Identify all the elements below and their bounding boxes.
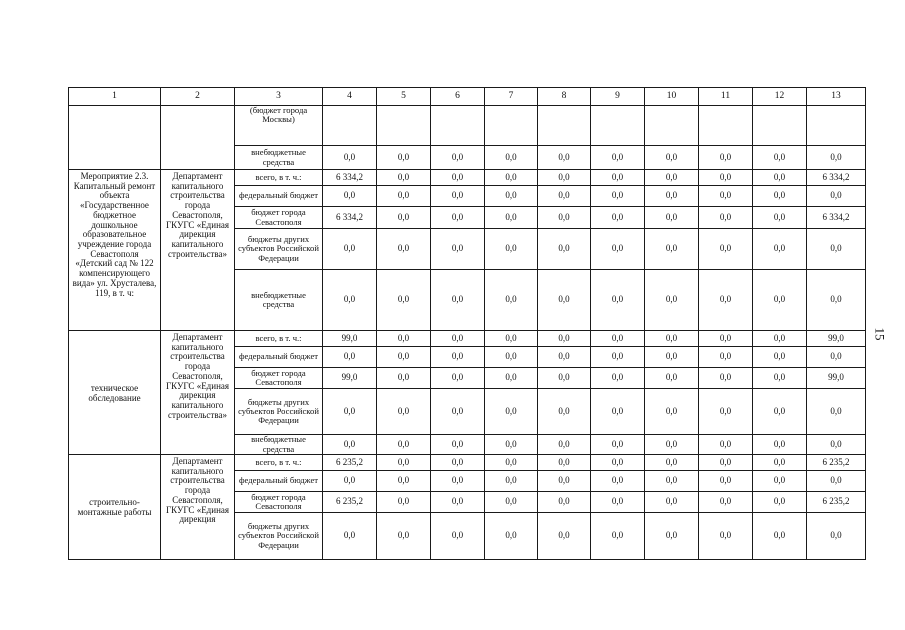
- value-cell: 0,0: [323, 513, 377, 560]
- value-cell: 0,0: [591, 229, 645, 270]
- value-cell: 0,0: [591, 471, 645, 492]
- value-cell: [645, 106, 699, 146]
- value-cell: 6 235,2: [807, 492, 866, 513]
- value-cell: 0,0: [323, 347, 377, 368]
- value-cell: 0,0: [699, 186, 753, 207]
- value-cell: 0,0: [538, 368, 591, 389]
- value-cell: 6 235,2: [807, 455, 866, 471]
- table-row: [69, 170, 866, 186]
- value-cell: 0,0: [753, 270, 807, 331]
- value-cell: 0,0: [753, 471, 807, 492]
- value-cell: 0,0: [538, 492, 591, 513]
- value-cell: 0,0: [485, 435, 538, 455]
- value-cell: 0,0: [431, 471, 485, 492]
- value-cell: 0,0: [323, 270, 377, 331]
- value-cell: 0,0: [323, 435, 377, 455]
- value-cell: 0,0: [645, 170, 699, 186]
- value-cell: 0,0: [807, 471, 866, 492]
- value-cell: 0,0: [699, 270, 753, 331]
- value-cell: 0,0: [591, 389, 645, 435]
- activity-cell: техническое обследование: [69, 331, 161, 455]
- blank-cell: [161, 106, 235, 170]
- value-cell: 0,0: [807, 146, 866, 170]
- value-cell: 0,0: [591, 492, 645, 513]
- value-cell: 0,0: [699, 492, 753, 513]
- value-cell: 0,0: [753, 389, 807, 435]
- value-cell: 0,0: [645, 455, 699, 471]
- value-cell: 0,0: [377, 513, 431, 560]
- table-body: [69, 88, 866, 560]
- source-label: федеральный бюджет: [235, 186, 323, 207]
- value-cell: 0,0: [591, 146, 645, 170]
- value-cell: 0,0: [699, 455, 753, 471]
- header-cell: 7: [485, 88, 538, 106]
- source-label: бюджет города Севастополя: [235, 207, 323, 229]
- header-cell: 13: [807, 88, 866, 106]
- value-cell: 0,0: [645, 471, 699, 492]
- value-cell: 0,0: [753, 170, 807, 186]
- value-cell: 6 235,2: [323, 492, 377, 513]
- value-cell: 0,0: [538, 389, 591, 435]
- value-cell: 0,0: [807, 229, 866, 270]
- value-cell: 0,0: [377, 435, 431, 455]
- value-cell: 0,0: [377, 455, 431, 471]
- value-cell: 6 334,2: [807, 207, 866, 229]
- value-cell: 0,0: [807, 347, 866, 368]
- value-cell: 0,0: [591, 207, 645, 229]
- value-cell: 0,0: [753, 347, 807, 368]
- value-cell: 99,0: [807, 368, 866, 389]
- value-cell: [431, 106, 485, 146]
- activity-cell: строительно-монтажные работы: [69, 455, 161, 560]
- value-cell: 0,0: [753, 455, 807, 471]
- source-label: бюджеты других субъектов Российской Федерации: [235, 229, 323, 270]
- source-label: всего, в т. ч.:: [235, 170, 323, 186]
- header-row: [69, 88, 866, 106]
- value-cell: 0,0: [323, 229, 377, 270]
- value-cell: 0,0: [377, 347, 431, 368]
- value-cell: 0,0: [485, 270, 538, 331]
- value-cell: 0,0: [538, 170, 591, 186]
- value-cell: 0,0: [807, 270, 866, 331]
- value-cell: 0,0: [538, 186, 591, 207]
- value-cell: 0,0: [485, 186, 538, 207]
- executor-cell: Департамент капитального строительства города Севастополя, ГКУГС «Единая дирекция капитального строительства»: [161, 331, 235, 455]
- value-cell: 0,0: [753, 513, 807, 560]
- value-cell: 0,0: [753, 492, 807, 513]
- value-cell: 0,0: [538, 347, 591, 368]
- value-cell: [591, 106, 645, 146]
- value-cell: 0,0: [753, 368, 807, 389]
- value-cell: 0,0: [699, 207, 753, 229]
- value-cell: 0,0: [485, 368, 538, 389]
- header-cell: 8: [538, 88, 591, 106]
- value-cell: 0,0: [645, 435, 699, 455]
- value-cell: 0,0: [377, 229, 431, 270]
- value-cell: 0,0: [377, 170, 431, 186]
- header-cell: 11: [699, 88, 753, 106]
- value-cell: 0,0: [431, 270, 485, 331]
- source-label: бюджеты других субъектов Российской Федерации: [235, 513, 323, 560]
- header-cell: 3: [235, 88, 323, 106]
- value-cell: 0,0: [807, 186, 866, 207]
- value-cell: 0,0: [431, 389, 485, 435]
- value-cell: [753, 106, 807, 146]
- value-cell: 6 334,2: [323, 207, 377, 229]
- value-cell: 0,0: [538, 229, 591, 270]
- value-cell: 0,0: [699, 331, 753, 347]
- value-cell: 0,0: [431, 513, 485, 560]
- value-cell: 0,0: [591, 170, 645, 186]
- source-label: бюджет города Севастополя: [235, 368, 323, 389]
- value-cell: 99,0: [807, 331, 866, 347]
- value-cell: 0,0: [323, 389, 377, 435]
- source-label: бюджеты других субъектов Российской Федерации: [235, 389, 323, 435]
- value-cell: 0,0: [591, 186, 645, 207]
- value-cell: 0,0: [699, 435, 753, 455]
- header-cell: 6: [431, 88, 485, 106]
- value-cell: 6 235,2: [323, 455, 377, 471]
- table-row: [69, 331, 866, 347]
- value-cell: 0,0: [431, 146, 485, 170]
- header-cell: 12: [753, 88, 807, 106]
- budget-table: [68, 87, 866, 560]
- value-cell: 6 334,2: [807, 170, 866, 186]
- value-cell: 0,0: [699, 229, 753, 270]
- value-cell: 0,0: [591, 435, 645, 455]
- value-cell: 0,0: [645, 368, 699, 389]
- value-cell: 0,0: [377, 207, 431, 229]
- value-cell: 0,0: [431, 368, 485, 389]
- blank-cell: [69, 106, 161, 170]
- table-row: [69, 106, 866, 146]
- value-cell: 6 334,2: [323, 170, 377, 186]
- value-cell: 0,0: [538, 455, 591, 471]
- value-cell: 0,0: [538, 331, 591, 347]
- value-cell: 0,0: [591, 331, 645, 347]
- value-cell: 0,0: [699, 170, 753, 186]
- source-label: всего, в т. ч.:: [235, 455, 323, 471]
- value-cell: 0,0: [807, 435, 866, 455]
- value-cell: 0,0: [485, 513, 538, 560]
- source-label: всего, в т. ч.:: [235, 331, 323, 347]
- value-cell: 0,0: [377, 471, 431, 492]
- value-cell: 0,0: [699, 513, 753, 560]
- value-cell: 0,0: [753, 435, 807, 455]
- value-cell: 0,0: [538, 513, 591, 560]
- value-cell: [323, 106, 377, 146]
- table-row: [69, 455, 866, 471]
- header-cell: 9: [591, 88, 645, 106]
- value-cell: 0,0: [485, 492, 538, 513]
- source-label: федеральный бюджет: [235, 347, 323, 368]
- value-cell: 0,0: [753, 331, 807, 347]
- value-cell: 0,0: [431, 492, 485, 513]
- value-cell: 0,0: [699, 368, 753, 389]
- header-cell: 2: [161, 88, 235, 106]
- value-cell: 0,0: [377, 389, 431, 435]
- value-cell: 0,0: [753, 207, 807, 229]
- header-cell: 10: [645, 88, 699, 106]
- value-cell: 0,0: [753, 146, 807, 170]
- value-cell: 0,0: [323, 186, 377, 207]
- value-cell: [377, 106, 431, 146]
- value-cell: 0,0: [645, 146, 699, 170]
- value-cell: 0,0: [323, 471, 377, 492]
- source-label: внебюджетные средства: [235, 270, 323, 331]
- value-cell: [485, 106, 538, 146]
- value-cell: 0,0: [699, 389, 753, 435]
- value-cell: 0,0: [377, 186, 431, 207]
- value-cell: 0,0: [645, 492, 699, 513]
- value-cell: 0,0: [591, 368, 645, 389]
- value-cell: 0,0: [431, 186, 485, 207]
- value-cell: 0,0: [431, 331, 485, 347]
- value-cell: 99,0: [323, 331, 377, 347]
- header-cell: 5: [377, 88, 431, 106]
- value-cell: 0,0: [807, 513, 866, 560]
- value-cell: 0,0: [645, 513, 699, 560]
- value-cell: 0,0: [485, 170, 538, 186]
- value-cell: 0,0: [538, 270, 591, 331]
- source-label: федеральный бюджет: [235, 471, 323, 492]
- value-cell: 0,0: [485, 331, 538, 347]
- value-cell: 0,0: [377, 146, 431, 170]
- value-cell: 0,0: [699, 146, 753, 170]
- value-cell: 0,0: [431, 347, 485, 368]
- value-cell: 0,0: [485, 146, 538, 170]
- header-cell: 4: [323, 88, 377, 106]
- value-cell: 0,0: [538, 471, 591, 492]
- value-cell: 0,0: [645, 389, 699, 435]
- value-cell: 0,0: [485, 207, 538, 229]
- value-cell: 0,0: [753, 229, 807, 270]
- value-cell: 0,0: [699, 347, 753, 368]
- value-cell: 0,0: [538, 207, 591, 229]
- value-cell: 0,0: [645, 270, 699, 331]
- value-cell: 0,0: [485, 471, 538, 492]
- source-label: внебюджетные средства: [235, 146, 323, 170]
- executor-cell: Департамент капитального строительства города Севастополя, ГКУГС «Единая дирекция: [161, 455, 235, 560]
- value-cell: 0,0: [377, 368, 431, 389]
- source-label: внебюджетные средства: [235, 435, 323, 455]
- value-cell: 0,0: [485, 229, 538, 270]
- value-cell: 0,0: [645, 229, 699, 270]
- source-label: (бюджет города Москвы): [235, 106, 323, 146]
- value-cell: 0,0: [645, 186, 699, 207]
- value-cell: [807, 106, 866, 146]
- value-cell: 0,0: [699, 471, 753, 492]
- value-cell: 0,0: [591, 455, 645, 471]
- value-cell: 0,0: [431, 435, 485, 455]
- value-cell: 0,0: [485, 389, 538, 435]
- value-cell: 99,0: [323, 368, 377, 389]
- executor-cell: Департамент капитального строительства города Севастополя, ГКУГС «Единая дирекция капитального строительства»: [161, 170, 235, 331]
- value-cell: [538, 106, 591, 146]
- value-cell: 0,0: [431, 207, 485, 229]
- value-cell: 0,0: [753, 186, 807, 207]
- value-cell: 0,0: [591, 513, 645, 560]
- value-cell: 0,0: [807, 389, 866, 435]
- source-label: бюджет города Севастополя: [235, 492, 323, 513]
- value-cell: 0,0: [538, 146, 591, 170]
- header-cell: 1: [69, 88, 161, 106]
- value-cell: 0,0: [485, 455, 538, 471]
- value-cell: 0,0: [377, 331, 431, 347]
- value-cell: 0,0: [645, 331, 699, 347]
- value-cell: 0,0: [377, 270, 431, 331]
- value-cell: 0,0: [431, 229, 485, 270]
- page-number: 15: [872, 327, 888, 341]
- value-cell: 0,0: [591, 347, 645, 368]
- value-cell: 0,0: [323, 146, 377, 170]
- value-cell: 0,0: [377, 492, 431, 513]
- value-cell: 0,0: [645, 347, 699, 368]
- value-cell: [699, 106, 753, 146]
- activity-cell: Мероприятие 2.3. Капитальный ремонт объекта «Государственное бюджетное дошкольное образовательное учреждение города Севастополя «Детский сад № 122 компенсирующего вида» ул. Хрусталева, 119, в т. ч:: [69, 170, 161, 331]
- value-cell: 0,0: [431, 455, 485, 471]
- value-cell: 0,0: [431, 170, 485, 186]
- value-cell: 0,0: [591, 270, 645, 331]
- value-cell: 0,0: [645, 207, 699, 229]
- value-cell: 0,0: [538, 435, 591, 455]
- value-cell: 0,0: [485, 347, 538, 368]
